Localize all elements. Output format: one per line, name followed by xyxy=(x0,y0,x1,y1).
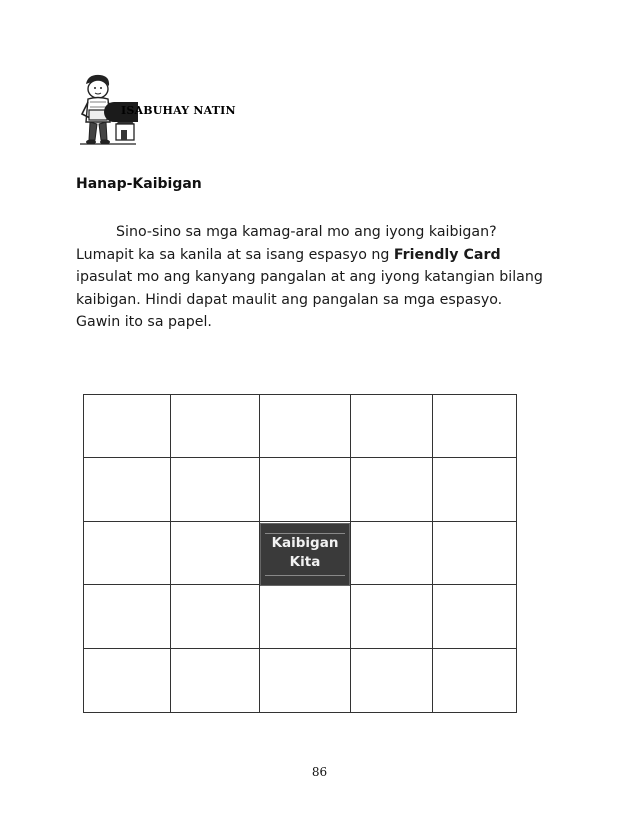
center-label-line2: Kita xyxy=(289,554,321,570)
page-number: 86 xyxy=(311,765,328,779)
activity-title: Hanap-Kaibigan xyxy=(76,176,202,192)
grid-row-divider xyxy=(84,457,516,458)
instructions-text-part1: Sino-sino sa mga kamag-aral mo ang iyong kaibigan? Lumapit ka sa kanila at sa isang espasyo ng xyxy=(76,224,497,263)
banner-title: ISABUHAY NATIN xyxy=(121,104,236,117)
instructions-emphasis: Friendly Card xyxy=(393,246,501,263)
grid-column-divider xyxy=(170,395,171,712)
center-cell xyxy=(260,523,350,586)
center-label-line1: Kaibigan xyxy=(271,535,339,551)
section-header-graphic xyxy=(76,72,236,150)
grid-row-divider xyxy=(84,648,516,649)
grid-column-divider xyxy=(350,395,351,712)
instructions-paragraph xyxy=(76,221,546,334)
instructions-text-part2: ipasulat mo ang kanyang pangalan at ang iyong katangian bilang kaibigan. Hindi dapat maulit ang pangalan sa mga espasyo. Gawin ito sa papel. xyxy=(76,269,543,331)
grid-column-divider xyxy=(432,395,433,712)
center-cell-label xyxy=(265,533,345,576)
friendly-card-grid xyxy=(83,394,517,713)
section-banner xyxy=(104,98,236,122)
